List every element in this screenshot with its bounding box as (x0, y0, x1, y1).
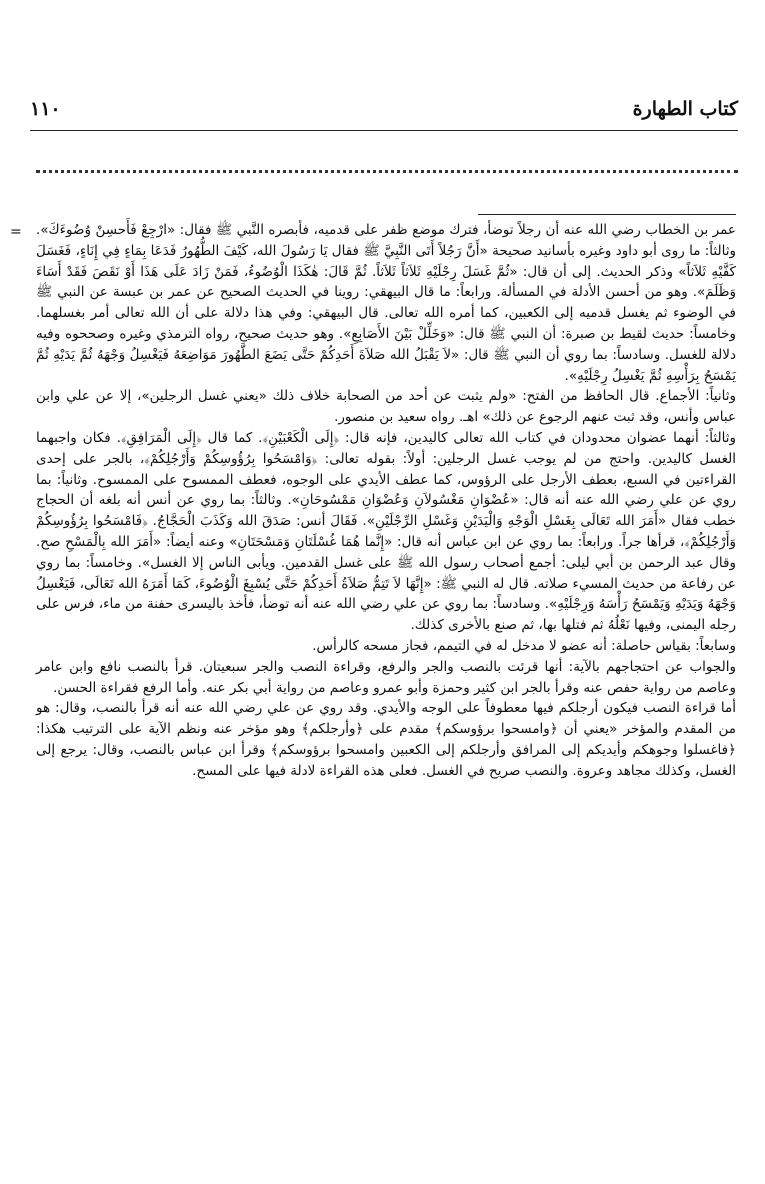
footnote-continuation-mark: = (10, 224, 22, 240)
running-head (30, 96, 738, 126)
dotted-separator (36, 170, 738, 173)
header-rule (30, 130, 738, 131)
paragraph: أما قراءة النصب فيكون أرجلكم فيها معطوفاً على الوجه والأيدي. وقد روي عن علي رضي الله عنه أنه قرأ بالنصب، وقال: هو من المقدم والمؤخر «يعني أن ﴿وامسحوا برؤوسكم﴾ مقدم على ﴿وأرجلكم﴾ وهو مؤخر عنه ونظم الآية على الترتيب هكذا: ﴿فاغسلوا وجوهكم وأيديكم إلى المرافق وأرجلكم إلى الكعبين وامسحوا برؤوسكم﴾ وقرأ ابن عباس بالنصب، وقال: يرجع إلى الغسل، وكذلك مجاهد وعروة. والنصب صريح في الغسل. فعلى هذه القراءة لادلة فيها على المسح. (36, 700, 736, 779)
page-number: ١١٠ (30, 98, 61, 120)
paragraph: وثانياً: الأجماع. قال الحافظ من الفتح: «ولم يثبت عن أحد من الصحابة خلاف ذلك «يعني غسل الرجلين»، إلا عن علي وابن عباس وأنس، وقد ثبت عنهم الرجوع عن ذلك» اهـ. رواه سعيد بن منصور. (36, 388, 736, 426)
paragraph: وسابعاً: بقياس حاصلة: أنه عضو لا مدخل له في التيمم، فجاز مسحه كالرأس. (312, 637, 736, 654)
footnote-rule (478, 214, 736, 215)
paragraph: وثالثاً: أنهما عضوان محدودان في كتاب الله تعالى كاليدين، فإنه قال: ﴿إِلَى الْكَعْبَيْنِ﴾. كما قال ﴿إِلَى الْمَرَافِقِ﴾. فكان واجبهما الغسل كاليدين. واحتج من لم يوجب غسل الرجلين: أولاً: بقوله تعالى: ﴿وَامْسَحُوا بِرُؤُوسِكُمْ وَأَرْجُلِكُمْ﴾، بالجر على إحدى القراءتين في السبع، بعطف الأرجل على الرؤوس، كما عطف الأيدي على الوجوه، فعطف الممسوح على الممسوح. وثانياً: بما روي عن علي رضي الله عنه أنه قال: «عُضْوَانِ مَغْسُولاَنِ وَعُضْوَانِ مَمْسُوحَانِ». وثالثاً: بما روي عن أنس أنه بلغه أن الحجاج خطب فقال «أَمَرَ الله تَعَالَى بِغَسْلِ الْوَجْهِ وَالْيَدَيْنِ وَغَسْلِ الرِّجْلَيْنِ». فَقَالَ أنس: صَدَقَ الله وَكَذَبَ الْحَجَّاجُ. ﴿فَامْسَحُوا بِرُؤُوسِكُمْ وَأَرْجُلِكُمْ﴾، قرأها جراً. ورابعاً: بما روي عن ابن عباس أنه قال: «إِنَّما هُمَا غُسْلَتَانِ وَمَسْحَتَانِ» وعنه أيضاً: «أَمَرَ الله بِالْمَسْحِ صح. وقال عبد الرحمن بن أبي ليلى: أجمع أصحاب رسول الله ﷺ على غسل القدمين. ويأبى الناس إلا الغسل». وخامساً: بما روي عن رفاعة من حديث المسيء صلاته. قال له النبي ﷺ: «إِنَّهَا لاَ تَتِمُّ صَلاَةُ أَحَدِكُمْ حَتَّى يُسْبِغَ الْوُضُوءَ، كَمَا أَمَرَهُ الله تَعَالَى، فَيَغْسِلُ وَجْهَهُ وَيَدَيْهِ وَيَمْسَحُ رَأْسَهُ وَرِجْلَيْهِ». وسادساً: بما روي عن علي رضي الله عنه أنه توضأ، فأخذ باليسرى حفنة من ماء، فرس على رجله اليمنى، وفيها نَعْلُهُ ثم فتلها بها، ثم صنع بالأخرى كذلك. (36, 429, 736, 634)
paragraph: والجواب عن احتجاجهم بالآية: أنها قرئت بالنصب والجر والرفع، وقراءة النصب والجر سبعيتان. قرأ بالنصب نافع وابن عامر وعاصم من رواية حفص عنه وقرأ بالجر ابن كثير وحمزة وأبو عمرو وعاصم من رواية أبي بكر عنه. وأما الرفع فقراءة الحسن. (36, 658, 736, 696)
paragraph: عمر بن الخطاب رضي الله عنه أن رجلاً توضأ، فترك موضع ظفر على قدميه، فأبصره النَّبي ﷺ فقال: «ارْجِعْ فَأَحسِنْ وُضُوءَكَ». وثالثاً: ما روى أبو داود وغيره بأسانيد صحيحة «أَنَّ رَجُلاً أَتَى النَّبِيَّ ﷺ فقال يَا رَسُولَ الله، كَيْفَ الطُّهُورُ فَدَعَا بِمَاءٍ فِي إِنَاءٍ، فَغَسَلَ كَفَّيْهِ ثَلاَثاً» وذكر الحديث. إلى أن قال: «ثُمَّ غَسَلَ رِجْلَيْهِ ثَلاَثاً ثَلاَثاً. ثُمَّ قَالَ: هٰكَذَا الْوُضُوءُ، فَمَنْ زَادَ عَلَى هَذَا أَوْ نَقَصَ فَقَدْ أَسَاءَ وَظَلَمَ». وهو من أحسن الأدلة في المسألة. ورابعاً: ما قال البيهقي: روينا في الحديث الصحيح عن عمر بن عبسة عن النبي ﷺ في الوضوء ثم يغسل قدميه إلى الكعبين، كما أمره الله تعالى. قال البيهقي: وفي هذا دلالة على أن الله تعالى أمر بغسلهما. وخامساً: حديث لقيط بن صبرة: أن النبي ﷺ قال: «وَخَلِّلْ بَيْنَ الأَصَابِعِ». وهو حديث صحيح، رواه الترمذي وغيره وصححوه وفيه دلالة للغسل. وسادساً: بما روي أن النبي ﷺ قال: «لاَ يَقْبَلُ الله صَلاَةَ أَحَدِكُمْ حَتَّى يَضَعَ الطَّهُورَ مَوَاضِعَهُ فَيَغْسِلُ وَجْهَهُ ثُمَّ يَدَيْهِ ثُمَّ يَمْسَحُ بِرَأْسِهِ ثُمَّ يَغْسِلُ رِجْلَيْهِ». (36, 222, 736, 384)
footnote-text-block (36, 220, 736, 782)
book-title: كتاب الطهارة (632, 98, 738, 120)
